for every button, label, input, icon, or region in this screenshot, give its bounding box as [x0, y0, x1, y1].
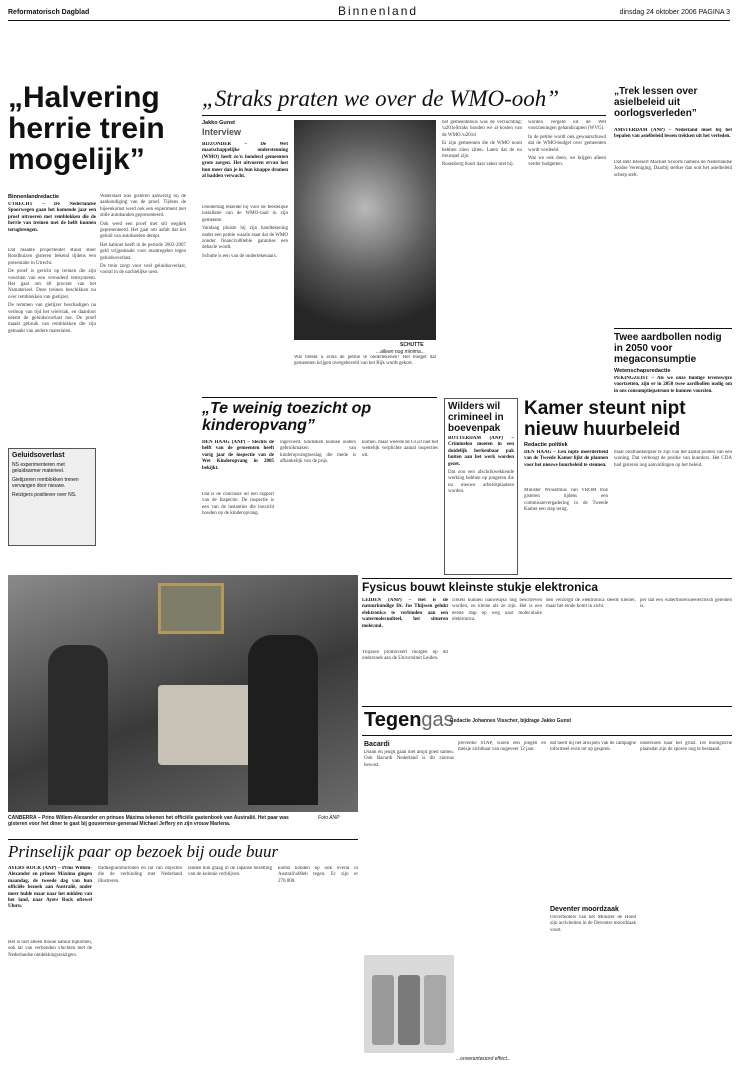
story1-body: Dat maakte projectleider Ruud Boer Roodhuizen gisteren bekend tijdens een presentatie in Utrecht. De proef is gericht op treinen die zijn voorzien van een verouderd remsysteem. Het gaat om 40 procent van het Nsmaterieel. Deze treinen beschikken nu over remblokken van gietijzer. De remmen van gietijzer beschadigen na verloop van tijd het wielvlak, en daardoor neemt de geluidsoverlast toe. De proef maakt gebruik van remblokken die zijn gemaakt van andere materialen. [8, 248, 96, 334]
wilders-headline: Wilders wil crimineel in boevenpak [448, 401, 504, 434]
story1-byline: Binnenlandredactie [8, 194, 60, 200]
tegengas-byline: Redactie Johannes Visscher, bijdrage Jakko Gunst [450, 718, 572, 724]
tegengas-col2: preventie STAP, waren een jongen en meisje zichtbaar van ongeveer 12 jaar. [458, 741, 546, 753]
sidebar-box [8, 448, 96, 546]
fysicus-body: Thijssen promoveert morgen op dit onderzoek aan de Universiteit Leiden. [362, 650, 448, 662]
prinselijk-lead: AYERS ROCK (ANP) – Prins Willem-Alexander en prinses Máxima gingen maandag, de tweede dag van hun officiële bezoek aan Australië, onder meer hulde maar naar het midden van het land, naar Ayers Rock oftewel Uluru. [8, 866, 92, 910]
huurbeleid-headline: Kamer steunt nipt nieuw huurbeleid [524, 398, 686, 440]
huurbeleid-body2: maar onafhankelijker te zijn van het aantal punten van een woning. Dat verhoogt de positie van huurders. Het CDA had gisteren nog aanvullingen op het beleid. [614, 450, 732, 468]
tegengas-photo-caption: ...onverantwoord effect... [456, 1056, 512, 1062]
interview-author: Jakko Gunst [202, 120, 236, 126]
newspaper-name: Reformatorisch Dagblad [8, 9, 90, 16]
story1-body-col2: Waterstaat was gisteren aanwezig bij de aankondiging van de proef. Tijdens de bijeenkomst werd ook een experiment met stille autobanden gepresenteerd. Ook werd een proef met stil wegdek gepresenteerd. Het gaat om asfalt dat het geluid van autobanden dempt. Het kabinet heeft in de periode 2002-2007 geld vrijgemaakt voor maatregelen tegen geluidsoverlast. De trein zorgt voor veel geluidsoverlast, vooral in de nachtelijke uren. [100, 194, 186, 276]
royal-photo-credit: Foto ANP [318, 815, 340, 821]
tegengas-brand-b: gas [421, 709, 454, 731]
tegengas-subhead-bacardi: Bacardi [364, 741, 390, 748]
prinselijk-body4: komst konden op ook overal in Australi\u00eb tegen. Er zijn er 270.000. [278, 866, 358, 884]
fysicus-body4: per dat eén watermoleculeelectrisch geleiden is. [640, 598, 732, 610]
royal-photo [8, 575, 358, 812]
interview-body-col1: Donderdag tekende hij voor de feestelijke installatie van de WMO-raad in zijn gemeente. Vandaag pluiste hij zijn handtekening onder een petitie waarin staat dat de WMO zonder financi\u00eble garanties een debacle wordt. Schutte is een van de ondertekenaars. [202, 205, 288, 259]
sidebar-item: Gietijzeren remblokken trenen vervangen door nieuwe. [12, 476, 79, 490]
asiel-headline: „Trek lessen over asielbeleid uit oorlogsverleden” [614, 86, 698, 119]
wilders-box: Wilders wil crimineel in boevenpak ROTTERDAM (ANP) – Criminelen moeten in een duidelijk herkenbaar pak buiten aan het werk worden gezet. Dat zou een afschrikwekkende werking hebben op jongeren die nu nieuwe arbeidsplaatsen worden. [444, 398, 518, 575]
royal-photo-caption: CANBERRA – Prins Willem-Alexander en prinses Máxima tekenen het officiële gastenboek van Australië. Het paar was gisteren voor het diner te gast bij gouverneur-generaal Michael Jeffery en zijn vrouw Marlena. [8, 815, 289, 827]
fysicus-body2: cirkels kunnen nauwelijks nog beschreven worden, zo kleine als ze zijn. Het is een eerste stap op weg naar moleculaire elektronica. [452, 598, 542, 623]
interview-lead: BIJZONDER – De Wet maatschappelijke ondersteuning (WMO) heeft zo'n honderd gemeenten grote zorgen. Het uitvoeren ervan lost hun meer dan je in hun knappe dromen al hadden verwacht. [202, 142, 288, 180]
section-name: Binnenland [338, 4, 419, 18]
huurbeleid-body: Minister Winsemius van VROM trok gisteren tijdens een commissievergadering in de Tweede Kamer een stap terug. [524, 488, 608, 513]
tegengas-logo [364, 709, 454, 732]
sidebar-title: Geluidsoverlast [12, 452, 65, 459]
page-header [8, 4, 730, 21]
page-date: dinsdag 24 oktober 2006 PAGINA 3 [619, 9, 730, 16]
toezicht-body3: komen. maar weerde de GGD niet het wettelijk verplichte aantal inspecties uit. [362, 440, 438, 458]
tegengas-brand-a: Tegen [364, 709, 422, 731]
toezicht-body2: ingevoerd. Sindsdien kunnen ouders gebruikmaken van kinderopvangtoeslag die mede is afhankelijk van de prijs. [280, 440, 356, 465]
fysicus-lead: LEIDEN (ANP) – Het is de natuurkundige Dr. Jos Thijssen gelukt elektronica te verbinden aan een watermolecuulteel, het situeren molecuul. [362, 598, 448, 629]
tegengas-photo [364, 955, 454, 1053]
interview-body-col2: Wat breekt u erina de petitie te ondertekenen? Het budget dat gemeenten krijgen overgeheveld van het Rijk wordt gekort. [294, 355, 436, 367]
asiel-lead: AMSTERDAM (ANP) – Nederland moet bij het bepalen van asielbeleid lessen trekken uit het verleden. [614, 128, 732, 140]
aardbollen-byline: Wetenschapsredactie [614, 368, 671, 374]
huurbeleid-byline: Redactie politiek [524, 442, 568, 448]
huurbeleid-lead: DEN HAAG – Een nipte meerderheid van de Tweede Kamer lijkt de plannen voor het nieuwe huurbeleid te steunen. [524, 450, 608, 468]
tegengas-subhead-deventer: Deventer moordzaak [550, 906, 619, 913]
prinselijk-headline: Prinselijk paar op bezoek bij oude buur [8, 842, 279, 861]
interview-body-col3: het gemeentehuis was de verzuchting: \u201eStraks houden we al kosten van de WMO.\u201d Er zijn gemeenten die de WMO nooit hebben ziien zitten. Laten dat de nu treurspel zijn. Rosenburg hoort daar zeker niet bij. [442, 120, 522, 168]
toezicht-lead: DEN HAAG (ANP) – Slechts de helft van de gemeenten heeft vorig jaar de inspectie van de Wet Kinderopvang in 2005 bekijkt. [202, 440, 274, 471]
tegengas-deventer-text: Oovertooters van het Minister de Hond zijn activiteiten in de Deventer moordzaak voort. [550, 915, 636, 933]
interview-type: Interview [202, 127, 242, 137]
prinselijk-body: Het is niet alleen mooie natuur bijkomen, ook tal van verbonden vluchten met de Nederlandse ontdekkingsreizigers. [8, 940, 92, 958]
sidebar-item: NS experimenteren met geluidsarmer materieel. [12, 462, 65, 475]
tegengas-col3: dat heeft hij het afwijzen van de campagne informeel even tot op gesprek. [550, 741, 636, 753]
wilders-lead: ROTTERDAM (ANP) – Criminelen moeten in een duidelijk herkenbaar pak buiten aan het werk worden gezet. [448, 436, 514, 467]
interview-photo-sub: ...alleen nog minima... [376, 349, 425, 355]
story1-lead: UTRECHT – De Nederlandse Spoorwegen gaan het komende jaar een proef uitvoeren met remblokken die de herrie van treinen met de helft kunnen terugbrengen. [8, 202, 96, 233]
asiel-body: Dat stelt Blossert Machiel Scoorts namens de Nederlandse Joodse Vereniging, Daarbij sterker dan ooit het asielbeleid scherp stelt. [614, 160, 732, 178]
aardbollen-lead: PEKINGZEIST – Als we onze huidige levenswijze voortzetten, zijn er in 2050 twee aardbollen nodig om in ons consumptiepatroon te kunnen voorzien. [614, 376, 732, 394]
tegengas-bacardi-text: Drank en jeugd gaan niet altijd goed samen. Ook Bacardi Nederland is dit ziurnus bewust. [364, 750, 454, 768]
prinselijk-body3: landen hun graag in de Japanse bezetting van de kolonie verblijven. [188, 866, 272, 878]
aardbollen-headline: Twee aardbollen nodig in 2050 voor megaconsumptie [614, 332, 722, 365]
toezicht-headline: „Te weinig toezicht op kinderopvang” [202, 400, 372, 434]
interview-photo-caption: SCHUTTE [400, 342, 424, 348]
story1-headline: „Halvering herrie trein mogelijk” [8, 81, 165, 176]
tegengas-col4: onderzoek naar het gruzl. De biologische plaatsdat zijn de sporen nog te bestaand. [640, 741, 732, 753]
interview-photo [294, 120, 436, 340]
interview-headline: „Straks praten we over de WMO-ooh” [202, 86, 560, 111]
prinselijk-body2: tradtiegrammofonen en tal van objecten die de verbinding met Nederland illustreren. [98, 866, 182, 884]
fysicus-headline: Fysicus bouwt kleinste stukje elektronica [362, 580, 599, 594]
sidebar-item: Reizigers positiever over NS. [12, 491, 77, 498]
interview-body-col4: worden vergeld uit de Wet voorzieningen gehandicapten (WVG). In de petitie wordt ook gewaarschuwd dat de WMO-budget over gemeenten wordt verdeeld. Wat we ook doen, we krijgen alleen verder budgetten. [528, 120, 606, 168]
fysicus-body3: den verzorgd de elektronica steeds kleiner, maar het einde komt in zicht. [546, 598, 636, 610]
toezicht-body: Dat is de conclusie uit een rapport van de Inspectie. De inspectie is een van de instanties die toezicht houden op de kinderopvang. [202, 492, 274, 517]
